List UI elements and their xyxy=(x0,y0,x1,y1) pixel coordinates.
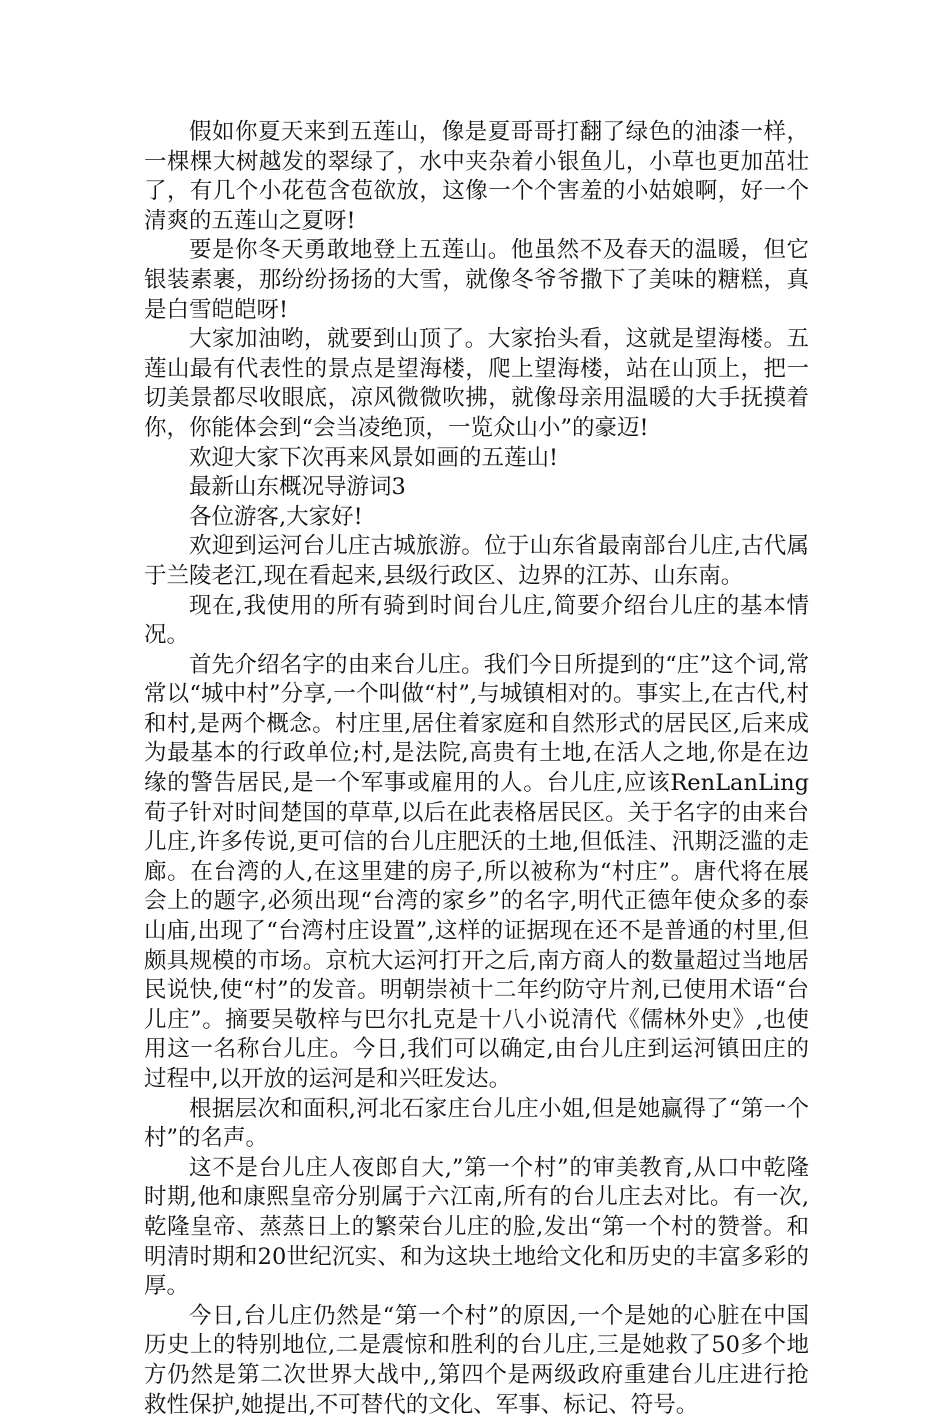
document-body xyxy=(144,118,809,1420)
section-heading: 最新山东概况导游词3 xyxy=(189,474,406,501)
paragraph-taierzhuang-intro: 欢迎到运河台儿庄古城旅游。位于山东省最南部台儿庄,古代属于兰陵老江,现在看起来,县级行政区、边界的江苏、山东南。 xyxy=(144,533,809,589)
paragraph-overview: 现在,我使用的所有骑到时间台儿庄,简要介绍台儿庄的基本情况。 xyxy=(144,592,809,649)
paragraph-greeting: 各位游客,大家好! xyxy=(189,503,363,530)
paragraph-welcome-back: 欢迎大家下次再来风景如画的五莲山! xyxy=(189,444,559,471)
paragraph-winter: 要是你冬天勇敢地登上五莲山。他虽然不及春天的温暖，但它银装素裹，那纷纷扬扬的大雪，就像冬爷爷撒下了美味的糖糕，真是白雪皑皑呀! xyxy=(144,237,809,323)
paragraph-name-origin: 首先介绍名字的由来台儿庄。我们今日所提到的“庄”这个词,常常以“城中村”分享,一个叫做“村”,与城镇相对的。事实上,在古代,村和村,是两个概念。村庄里,居住着家庭和自然形式的居民区,后来成为最基本的行政单位;村,是法院,高贵有土地,在活人之地,你是在边缘的警告居民,是一个军事或雇用的人。台儿庄,应该RenLanLing荀子针对时间楚国的草草,以后在此表格居民区。关于名字的由来台儿庄,许多传说,更可信的台儿庄肥沃的土地,但低洼、汛期泛滥的走廊。在台湾的人,在这里建的房子,所以被称为“村庄”。唐代将在展会上的题字,必须出现“台湾的家乡”的名字,明代正德年使众多的泰山庙,出现了“台湾村庄设置”,这样的证据现在还不是普通的村里,但颇具规模的市场。京杭大运河打开之后,南方商人的数量超过当地居民说快,使“村”的发音。明朝崇祯十二年约防守片剂,已使用术语“台儿庄”。摘要吴敬梓与巴尔扎克是十八小说清代《儒林外史》,也使用这一名称台儿庄。今日,我们可以确定,由台儿庄到运河镇田庄的过程中,以开放的运河是和兴旺发达。 xyxy=(144,651,809,1092)
paragraph-today: 今日,台儿庄仍然是“第一个村”的原因,一个是她的心脏在中国历史上的特别地位,二是震惊和胜利的台儿庄,三是她救了50多个地方仍然是第二次世界大战中,,第四个是两级政府重建台儿庄进行抢救性保护,她提出,不可替代的文化、军事、标记、符号。 xyxy=(144,1302,809,1418)
paragraph-qianlong: 这不是台儿庄人夜郎自大,”第一个村”的审美教育,从口中乾隆时期,他和康熙皇帝分别属于六江南,所有的台儿庄去对比。有一次,乾隆皇帝、蒸蒸日上的繁荣台儿庄的脸,发出“第一个村的赞誉。和明清时期和20世纪沉实、和为这块土地给文化和历史的丰富多彩的厚。 xyxy=(144,1154,809,1300)
paragraph-first-village: 根据层次和面积,河北石家庄台儿庄小姐,但是她赢得了“第一个村”的名声。 xyxy=(144,1095,809,1152)
paragraph-summer: 假如你夏天来到五莲山，像是夏哥哥打翻了绿色的油漆一样，一棵棵大树越发的翠绿了，水中夹杂着小银鱼儿，小草也更加茁壮了，有几个小花苞含苞欲放，这像一个个害羞的小姑娘啊，好一个清爽的五莲山之夏呀! xyxy=(144,119,809,234)
paragraph-wanghai-tower: 大家加油哟，就要到山顶了。大家抬头看，这就是望海楼。五莲山最有代表性的景点是望海楼，爬上望海楼，站在山顶上，把一切美景都尽收眼底，凉风微微吹拂，就像母亲用温暖的大手抚摸着你，你能体会到“会当凌绝顶，一览众山小”的豪迈! xyxy=(144,326,809,441)
